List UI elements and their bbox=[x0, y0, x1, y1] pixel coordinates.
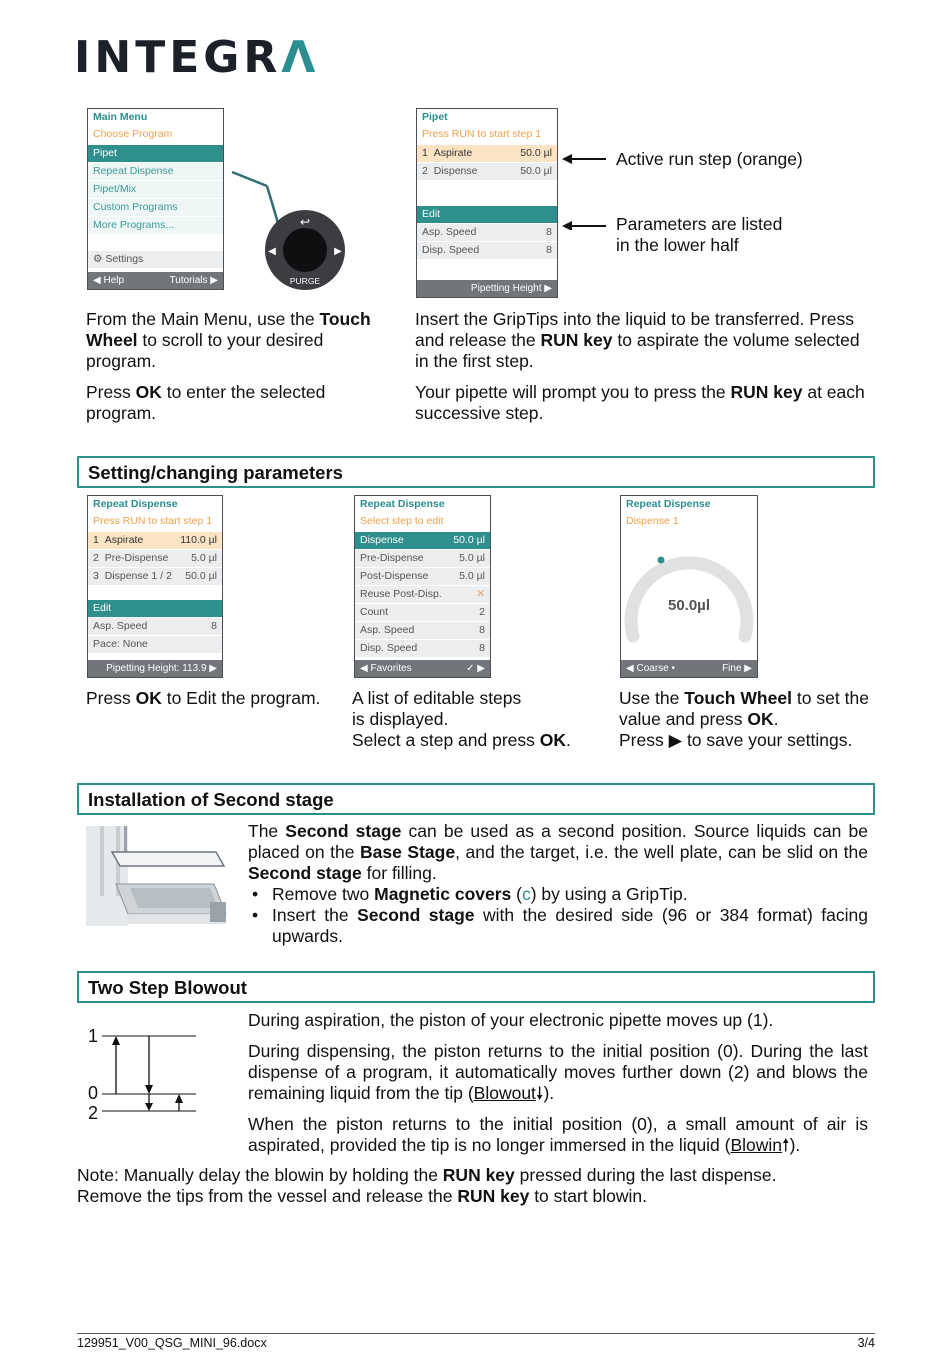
edit-step-row: Post-Dispense 5.0 µl bbox=[355, 568, 490, 586]
menu-item-repeat-dispense: Repeat Dispense bbox=[88, 163, 223, 181]
screen-title: Repeat Dispense bbox=[93, 498, 178, 510]
edit-step-row: Pre-Dispense 5.0 µl bbox=[355, 550, 490, 568]
arrow-up-icon: 🠕 bbox=[782, 1135, 790, 1155]
svg-text:0: 0 bbox=[88, 1083, 99, 1103]
page-footer bbox=[77, 1333, 875, 1350]
integra-logo: INTEGRΛ bbox=[74, 32, 320, 83]
section-header-blowout: Two Step Blowout bbox=[77, 971, 875, 1003]
step-row: 2 Dispense 50.0 µl bbox=[417, 163, 557, 181]
edit-step-row: Dispense 50.0 µl bbox=[355, 532, 490, 550]
screen-subtitle: Press RUN to start step 1 bbox=[417, 126, 557, 145]
screen-footer: ◀ Coarse • Fine ▶ bbox=[621, 660, 757, 677]
section-header-parameters: Setting/changing parameters bbox=[77, 456, 875, 488]
param-row: Asp. Speed 8 bbox=[417, 224, 557, 242]
param-row: Pace: None bbox=[88, 636, 222, 654]
svg-text:◀: ◀ bbox=[268, 246, 276, 257]
menu-item-pipet-mix: Pipet/Mix bbox=[88, 181, 223, 199]
callout-parameters: Parameters are listed in the lower half bbox=[616, 214, 783, 255]
menu-item-settings: ⚙ Settings bbox=[88, 251, 223, 269]
screen-footer: Pipetting Height: 113.9 ▶ bbox=[88, 660, 222, 677]
second-stage-text: The Second stage can be used as a second position. Source liquids can be placed on the Base Stage, and the target, i.e. the well plate, can be slid on the Second stage for filling. • Remove two Magnetic covers (c) by using a GripTip. • Insert the Second stage with the desired side (96 or 384 format) facing upwards. bbox=[248, 821, 868, 947]
note-text: Note: Manually delay the blowin by holding the RUN key pressed during the last dispense. Remove the tips from the vessel and release the RUN key to start blowin. bbox=[77, 1165, 777, 1206]
screen-repeat-dispense-run bbox=[87, 495, 223, 678]
edit-step-row: Count 2 bbox=[355, 604, 490, 622]
screen-footer: Pipetting Height ▶ bbox=[417, 280, 557, 297]
edit-step-row: Asp. Speed 8 bbox=[355, 622, 490, 640]
second-stage-illustration bbox=[86, 822, 236, 930]
screen-title: Main Menu bbox=[93, 111, 148, 123]
list-item: • Remove two Magnetic covers (c) by using a GripTip. bbox=[248, 884, 868, 905]
callout-arrows bbox=[560, 150, 610, 230]
caption-list: A list of editable steps is displayed. Select a step and press OK. bbox=[352, 688, 571, 750]
document-name: 129951_V00_QSG_MINI_96.docx bbox=[77, 1336, 267, 1350]
svg-text:1: 1 bbox=[88, 1026, 99, 1046]
list-item: • Insert the Second stage with the desired side (96 or 384 format) facing upwards. bbox=[248, 905, 868, 947]
edit-step-row: Disp. Speed 8 bbox=[355, 640, 490, 658]
arrow-down-icon: 🠗 bbox=[535, 1083, 544, 1103]
screen-repeat-dispense-value bbox=[620, 495, 758, 678]
screen-subtitle: Choose Program bbox=[88, 126, 223, 145]
screen-subtitle: Press RUN to start step 1 bbox=[88, 513, 222, 532]
svg-text:▶: ▶ bbox=[334, 246, 342, 257]
edit-step-row: Reuse Post-Disp. ✕ bbox=[355, 586, 490, 604]
blowout-text: During aspiration, the piston of your electronic pipette moves up (1). During dispensing, the piston returns to the initial position (0). During the last dispense of a program, it automatically moves further down (2) and blows the remaining liquid from the tip (Blowout🠗). When the piston returns to the initial position (0), a small amount of air is aspirated, provided the tip is no longer immersed in the liquid (Blowin🠕). bbox=[248, 1010, 868, 1155]
screen-title: Repeat Dispense bbox=[360, 498, 445, 510]
screen-title: Repeat Dispense bbox=[626, 498, 711, 510]
screen-title: Pipet bbox=[422, 111, 448, 123]
caption-value: Use the Touch Wheel to set the value and press OK. Press ▶ to save your settings. bbox=[619, 688, 869, 750]
param-row: Asp. Speed 8 bbox=[88, 618, 222, 636]
step-row: 3 Dispense 1 / 2 50.0 µl bbox=[88, 568, 222, 586]
dial-value: 50.0µl bbox=[667, 597, 711, 614]
edit-row: Edit bbox=[417, 206, 557, 224]
screen-repeat-dispense-edit bbox=[354, 495, 491, 678]
instructions-main-menu: From the Main Menu, use the Touch Wheel to scroll to your desired program. Press OK to enter the selected program. bbox=[86, 309, 371, 423]
touch-wheel-illustration bbox=[222, 168, 352, 292]
edit-row: Edit bbox=[88, 600, 222, 618]
param-row: Disp. Speed 8 bbox=[417, 242, 557, 260]
purge-label: PURGE bbox=[289, 276, 321, 286]
menu-item-pipet: Pipet bbox=[88, 145, 223, 163]
screen-footer: ◀ Favorites ✓ ▶ bbox=[355, 660, 490, 677]
screen-pipet bbox=[416, 108, 558, 298]
svg-text:↩: ↩ bbox=[299, 215, 311, 229]
menu-item-more: More Programs... bbox=[88, 217, 223, 235]
value-dial bbox=[621, 532, 757, 652]
screen-subtitle: Dispense 1 bbox=[621, 513, 757, 532]
step-row: 1 Aspirate 110.0 µl bbox=[88, 532, 222, 550]
section-header-second-stage: Installation of Second stage bbox=[77, 783, 875, 815]
menu-item-custom: Custom Programs bbox=[88, 199, 223, 217]
instructions-pipet: Insert the GripTips into the liquid to be transferred. Press and release the RUN key to aspirate the volume selected in the first step. Your pipette will prompt you to press the RUN key at each successive step. bbox=[415, 309, 865, 423]
screen-subtitle: Select step to edit bbox=[355, 513, 490, 532]
play-icon: ▶ bbox=[668, 730, 683, 750]
caption-edit: Press OK to Edit the program. bbox=[86, 688, 321, 708]
screen-footer: ◀ Help Tutorials ▶ bbox=[88, 272, 223, 289]
gear-icon: ⚙ bbox=[93, 253, 103, 265]
callout-active-step: Active run step (orange) bbox=[616, 149, 803, 169]
step-row: 2 Pre-Dispense 5.0 µl bbox=[88, 550, 222, 568]
page-number: 3/4 bbox=[857, 1336, 875, 1350]
step-row: 1 Aspirate 50.0 µl bbox=[417, 145, 557, 163]
screen-main-menu bbox=[87, 108, 224, 290]
blowout-diagram bbox=[86, 1024, 202, 1124]
svg-text:2: 2 bbox=[88, 1103, 99, 1123]
